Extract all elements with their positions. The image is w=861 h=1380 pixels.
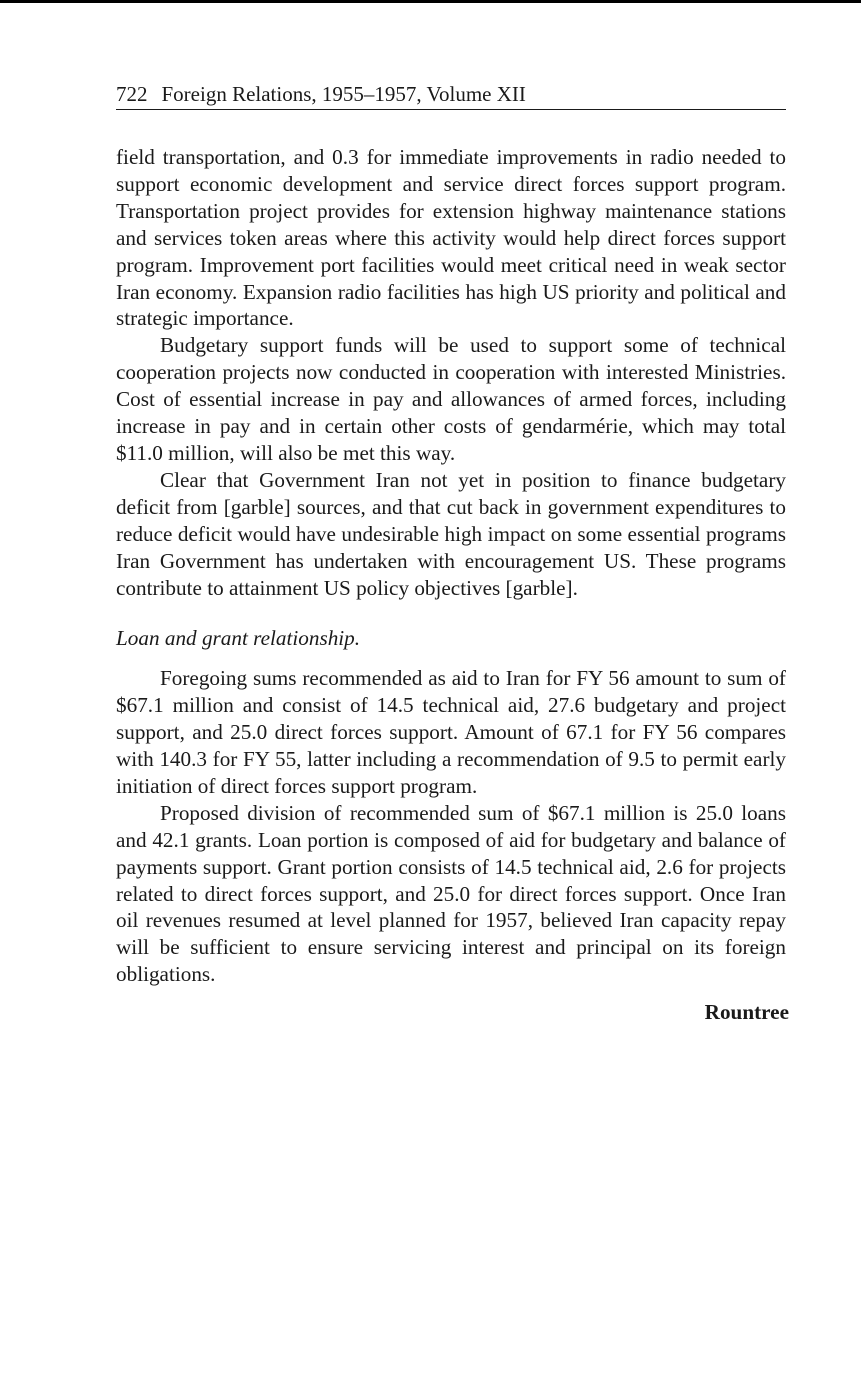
- paragraph-continued: field transportation, and 0.3 for immediate improvements in radio needed to support economic development and service direct forces support program. Transportation project provides for extension highway maintenance stations and services token areas where this activity would help direct forces support program. Improvement port facilities would meet critical need in weak sector Iran economy. Expansion radio facilities has high US priority and political and strategic importance.: [116, 145, 786, 331]
- running-header: [116, 80, 786, 110]
- document-body: [116, 144, 789, 1026]
- section-heading: Loan and grant relationship.: [116, 626, 361, 651]
- paragraph-loans-grants: Proposed division of recommended sum of $67.1 million is 25.0 loans and 42.1 grants. Loan portion is composed of aid for budgetary and balance of payments support. Grant portion consists of 14.5 technical aid, 2.6 for projects related to direct forces support, and 25.0 for direct forces support. Once Iran oil revenues resumed at level planned for 1957, believed Iran capacity repay will be sufficient to ensure servicing interest and principal on its foreign obligations.: [116, 800, 786, 987]
- volume-title: Foreign Relations, 1955–1957, Volume XII: [161, 82, 526, 106]
- paragraph-aid-sums: Foregoing sums recommended as aid to Iran for FY 56 amount to sum of $67.1 million and consist of 14.5 technical aid, 27.6 budgetary and project support, and 25.0 direct forces support. Amount of 67.1 for FY 56 compares with 140.3 for FY 55, latter including a recommendation of 9.5 to permit early initiation of direct forces support program.: [116, 666, 786, 798]
- paragraph-budgetary-support: Budgetary support funds will be used to support some of technical cooperation projects now conducted in cooperation with interested Ministries. Cost of essential increase in pay and allowances of armed forces, including increase in pay and in certain other costs of gendarmérie, which may total $11.0 million, will also be met this way.: [116, 333, 786, 465]
- page-number: 722: [116, 82, 148, 106]
- signature: Rountree: [704, 1000, 789, 1025]
- document-page: [116, 80, 789, 1026]
- scan-top-edge: [0, 0, 861, 3]
- paragraph-budget-deficit: Clear that Government Iran not yet in position to finance budgetary deficit from [garble] sources, and that cut back in government expenditures to reduce deficit would have undesirable high impact on some essential programs Iran Government has undertaken with encouragement US. These programs contribute to attainment US policy objectives [garble].: [116, 467, 786, 600]
